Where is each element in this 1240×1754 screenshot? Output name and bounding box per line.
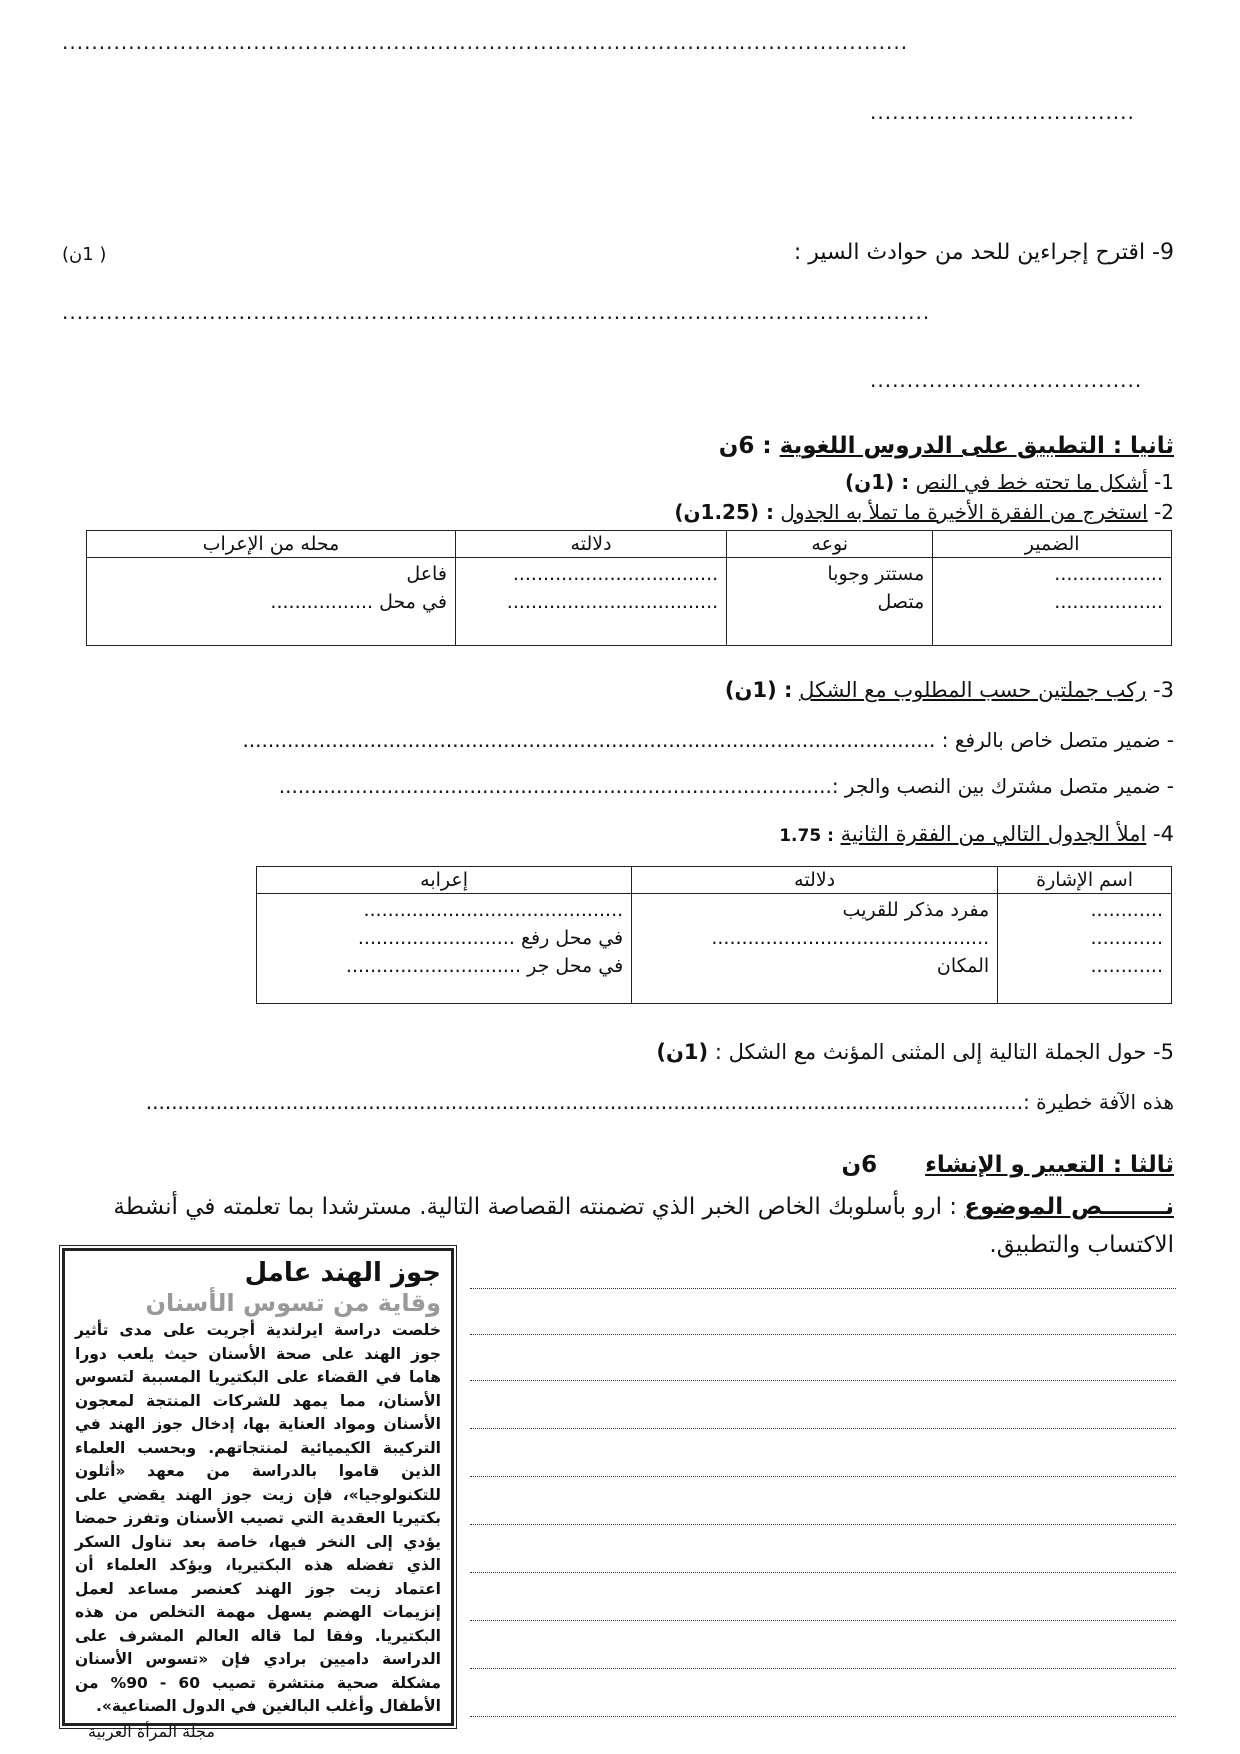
table-cell[interactable] — [632, 894, 998, 1004]
question-4-points: : 1.75 — [779, 826, 834, 846]
table-header: اسم الإشارة — [998, 867, 1172, 894]
section-3-title-text: ثالثا : التعبير و الإنشاء — [925, 1152, 1174, 1178]
clipping-body: خلصت دراسة ايرلندية أجريت على مدى تأثير جوز الهند على صحة الأسنان حيث يلعب دورا هاما في القضاء على البكتيريا المسببة لتسوس الأسنان، مما يمهد للشركات المنتجة لمعجون الأسنان ومواد العناية بها، إدخال جوز الهند في التركيبة الكيميائية لمنتجاتهم. وبحسب العلماء الذين قاموا بالدراسة من معهد «أثلون للتكنولوجيا»، فإن زيت جوز الهند يقضي على بكتيريا العقدية التي تصيب الأسنان وتفرز حمضا يؤدي إلى النخر فيها، خاصة بعد تناول السكر الذي تفضله هذه البكتيريا، ويؤكد العلماء أن اعتماد زيت جوز الهند كعنصر مساعد لعمل إنزيمات الهضم يسهل مهمة التخلص من هذه البكتيريا. وفقا لما قاله العالم المشرف على الدراسة داميين برادي فإن «تسوس الأسنان مشكلة صحية منتشرة تصيب 60 - 90% من الأطفال وأغلب البالغين في الدول الصناعية». — [75, 1321, 442, 1715]
question-3-text: ركب جملتين حسب المطلوب مع الشكل — [799, 678, 1147, 702]
table-header: دلالته — [455, 531, 726, 558]
question-3-item-1[interactable]: - ضمير متصل خاص بالرفع : ............................................................................................................. — [242, 728, 1174, 752]
cell-value[interactable]: .............................................. — [711, 927, 990, 949]
writing-line[interactable] — [470, 1668, 1176, 1669]
question-2-points: : (1.25ن) — [674, 500, 774, 524]
topic-text: : ارو بأسلوبك الخاص الخبر الذي تضمنته القصاصة التالية. مسترشدا بما تعلمته في أنشطة الاكتساب والتطبيق. — [113, 1194, 1174, 1258]
question-4 — [779, 822, 1174, 846]
writing-line[interactable] — [470, 1620, 1176, 1621]
question-9: 9- اقترح إجراءين للحد من حوادث السير : — [793, 240, 1174, 265]
table-header: نوعه — [727, 531, 933, 558]
news-clipping — [62, 1248, 454, 1726]
writing-line[interactable] — [470, 1428, 1176, 1429]
answer-line[interactable]: .................................... — [870, 100, 1135, 124]
cell-value[interactable]: في محل جر ............................. — [345, 955, 624, 977]
table-cell[interactable] — [455, 558, 726, 646]
cell-value: فاعل — [406, 563, 447, 585]
table-cell — [727, 558, 933, 646]
question-5-text: 5- حول الجملة التالية إلى المثنى المؤنث مع الشكل : — [714, 1040, 1174, 1064]
cell-value: مستتر وجوبا — [827, 563, 925, 585]
cell-value[interactable]: ........................................... — [363, 899, 624, 921]
writing-line[interactable] — [470, 1524, 1176, 1525]
cell-value[interactable]: ............ — [1090, 899, 1163, 921]
section-2-title — [719, 433, 1174, 459]
question-9-points: ( 1ن) — [62, 244, 107, 265]
question-1-text: أشكل ما تحته خط في النص — [915, 470, 1148, 494]
clipping-title: جوز الهند عامل — [244, 1258, 441, 1288]
table-row — [87, 558, 1172, 646]
clipping-subtitle: وقاية من تسوس الأسنان — [145, 1289, 441, 1317]
demonstrative-table — [256, 866, 1172, 1004]
question-5-points: (1ن) — [656, 1040, 709, 1064]
table-cell[interactable] — [87, 558, 456, 646]
question-1-number: 1- — [1154, 470, 1174, 494]
answer-line[interactable]: ................................................................................................................... — [62, 30, 909, 54]
writing-line[interactable] — [470, 1476, 1176, 1477]
question-4-number: 4- — [1153, 822, 1174, 846]
cell-value[interactable]: ............ — [1090, 927, 1163, 949]
question-5 — [656, 1040, 1174, 1064]
answer-line[interactable]: ...................................................................................................................... — [62, 300, 931, 324]
question-4-text: املأ الجدول التالي من الفقرة الثانية — [840, 822, 1147, 846]
writing-line[interactable] — [470, 1380, 1176, 1381]
writing-line[interactable] — [470, 1572, 1176, 1573]
table-header: الضمير — [933, 531, 1172, 558]
table-row — [257, 894, 1172, 1004]
section-2-points: : 6ن — [718, 433, 772, 459]
table-cell[interactable] — [933, 558, 1172, 646]
topic-label: نــــــــص الموضوع — [964, 1194, 1174, 1220]
table-header-row — [87, 531, 1172, 558]
question-1-points: : (1ن) — [844, 470, 910, 494]
section-3-points: 6ن — [841, 1152, 878, 1178]
cell-value[interactable]: ................................... — [506, 591, 719, 613]
question-3-points: : (1ن) — [724, 678, 793, 702]
question-2-number: 2- — [1154, 500, 1174, 524]
writing-line[interactable] — [470, 1716, 1176, 1717]
cell-value[interactable]: .................. — [1054, 591, 1163, 613]
table-header-row — [257, 867, 1172, 894]
clipping-source: مجلة المرأة العربية — [88, 1722, 215, 1741]
cell-value[interactable]: في محل ................. — [270, 591, 447, 613]
answer-line[interactable]: ..................................... — [870, 368, 1143, 392]
question-3-number: 3- — [1153, 678, 1174, 702]
table-header: دلالته — [632, 867, 998, 894]
question-3-item-2[interactable]: - ضمير متصل مشترك بين النصب والجر :....................................................................................... — [278, 774, 1174, 798]
cell-value: المكان — [936, 955, 990, 977]
cell-value[interactable]: ............ — [1090, 955, 1163, 977]
section-3-title — [841, 1152, 1174, 1178]
cell-value[interactable]: .................. — [1054, 563, 1163, 585]
question-1 — [845, 470, 1174, 494]
writing-line[interactable] — [470, 1288, 1176, 1289]
cell-value: مفرد مذكر للقريب — [842, 899, 990, 921]
table-header: إعرابه — [257, 867, 632, 894]
section-2-title-text: ثانيا : التطبيق على الدروس اللغوية — [779, 433, 1174, 459]
writing-line[interactable] — [470, 1334, 1176, 1335]
question-2 — [674, 500, 1174, 524]
cell-value: متصل — [877, 591, 925, 613]
cell-value[interactable]: في محل رفع .......................... — [357, 927, 624, 949]
question-2-text: استخرج من الفقرة الأخيرة ما تملأ به الجدول — [780, 500, 1148, 524]
table-cell[interactable] — [998, 894, 1172, 1004]
cell-value[interactable]: .................................. — [512, 563, 719, 585]
question-3 — [725, 678, 1174, 702]
question-5-sentence[interactable]: هذه الآفة خطيرة :.......................................................................................................................................... — [145, 1090, 1174, 1114]
pronoun-table — [86, 530, 1172, 646]
table-header: محله من الإعراب — [87, 531, 456, 558]
table-cell[interactable] — [257, 894, 632, 1004]
